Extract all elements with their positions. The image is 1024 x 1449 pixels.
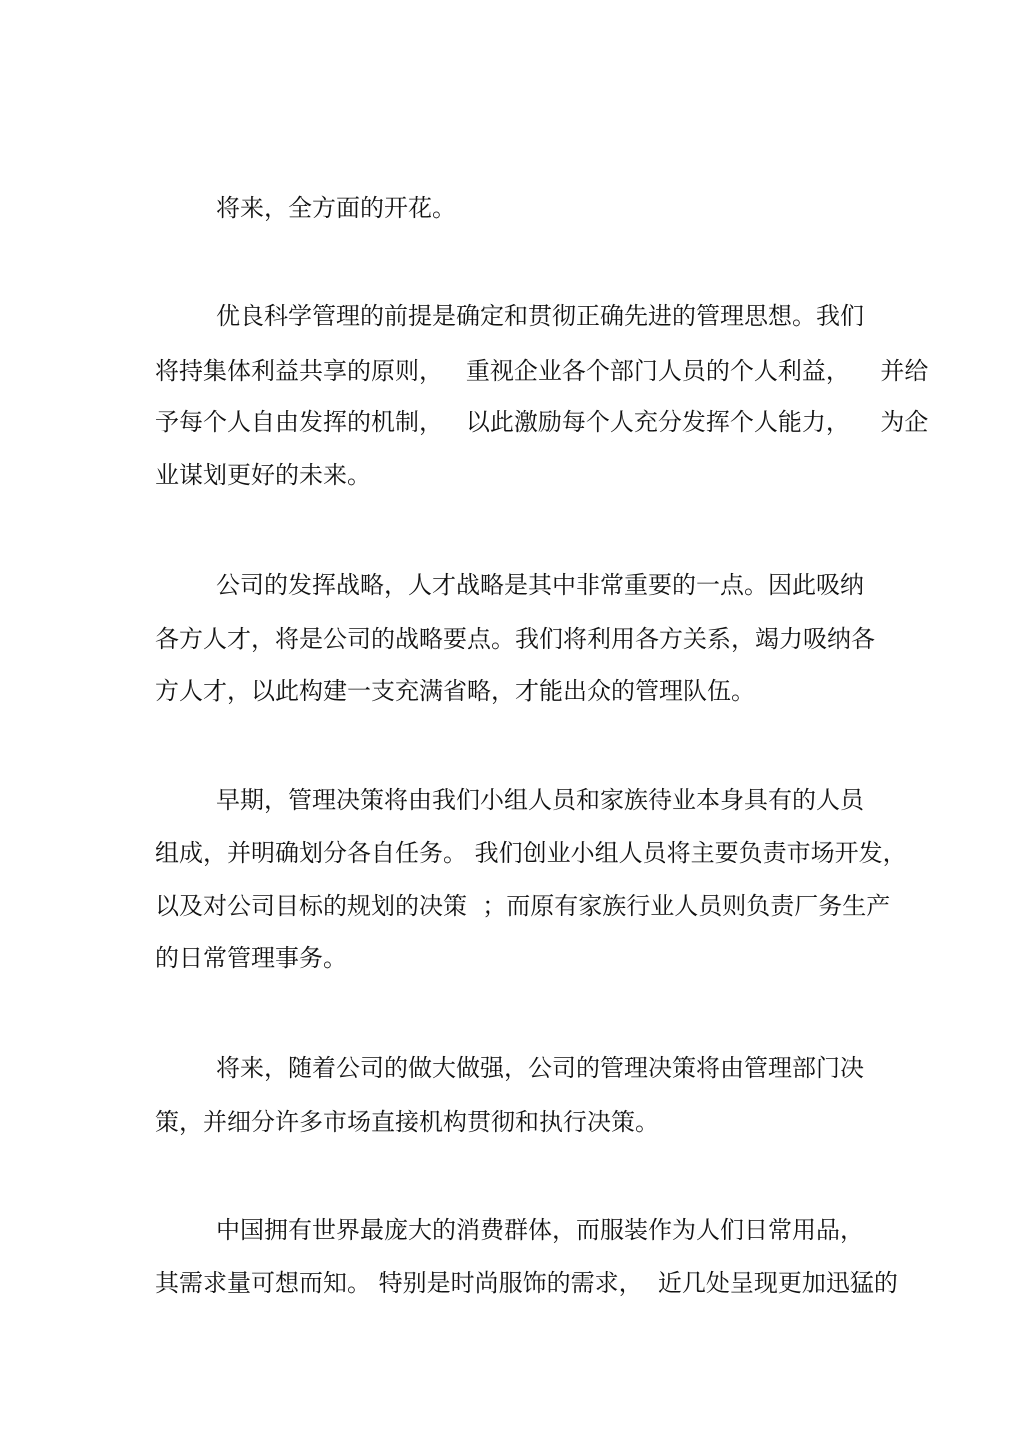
paragraph-5-line-2: 策，并细分许多市场直接机构贯彻和执行决策。 [155,1108,659,1136]
paragraph-6-line-1: 中国拥有世界最庞大的消费群体，而服装作为人们日常用品， [216,1216,864,1244]
paragraph-4-line-2: 组成，并明确划分各自任务。 我们创业小组人员将主要负责市场开发， [155,839,907,867]
paragraph-2-line-4: 业谋划更好的未来。 [155,461,371,489]
paragraph-3-line-3: 方人才，以此构建一支充满省略，才能出众的管理队伍。 [155,677,755,705]
paragraph-4-line-1: 早期，管理决策将由我们小组人员和家族待业本身具有的人员 [216,786,864,814]
paragraph-3-line-1: 公司的发挥战略，人才战略是其中非常重要的一点。因此吸纳 [216,571,864,599]
paragraph-1-line-1: 将来，全方面的开花。 [216,194,456,222]
paragraph-2-line-1: 优良科学管理的前提是确定和贯彻正确先进的管理思想。我们 [216,302,864,330]
paragraph-3-line-2: 各方人才，将是公司的战略要点。我们将利用各方关系，竭力吸纳各 [155,625,875,653]
paragraph-4-line-4: 的日常管理事务。 [155,944,347,972]
paragraph-6-line-2: 其需求量可想而知。 特别是时尚服饰的需求， 近几处呈现更加迅猛的 [155,1269,898,1297]
paragraph-4-line-3: 以及对公司目标的规划的决策 ；而原有家族行业人员则负责厂务生产 [155,892,891,920]
paragraph-2-line-2: 将持集体利益共享的原则， 重视企业各个部门人员的个人利益， 并给 [155,357,929,385]
paragraph-2-line-3: 予每个人自由发挥的机制， 以此激励每个人充分发挥个人能力， 为企 [155,408,929,436]
paragraph-5-line-1: 将来，随着公司的做大做强，公司的管理决策将由管理部门决 [216,1054,864,1082]
